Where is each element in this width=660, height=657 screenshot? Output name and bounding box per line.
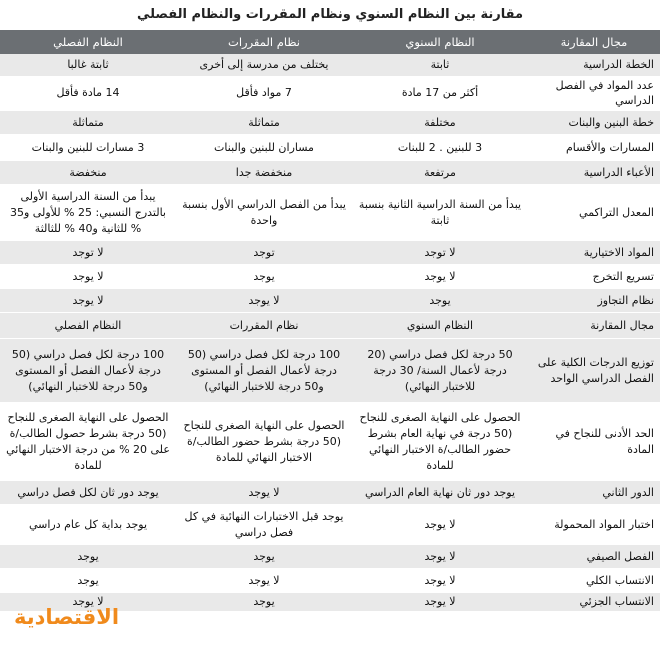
header-semester: النظام الفصلي — [0, 30, 176, 54]
table-cell: 7 مواد فأقل — [176, 76, 352, 111]
table-cell: لا يوجد — [352, 505, 528, 545]
table-cell: يوجد — [0, 545, 176, 569]
table-cell: لا يوجد — [176, 481, 352, 505]
subheader-row — [0, 313, 660, 339]
table-cell: منخفضة — [0, 161, 176, 185]
table-row — [0, 76, 660, 111]
row-label: الانتساب الكلي — [528, 569, 660, 593]
table-row — [0, 569, 660, 593]
table-cell: يختلف من مدرسة إلى أخرى — [176, 54, 352, 76]
table-cell: 3 مسارات للبنين والبنات — [0, 135, 176, 161]
row-label: توزيع الدرجات الكلية على الفصل الدراسي الواحد — [528, 339, 660, 403]
table-cell: نظام المقررات — [176, 313, 352, 339]
table-title: مقارنة بين النظام السنوي ونظام المقررات والنظام الفصلي — [136, 7, 524, 22]
row-label: نظام التجاوز — [528, 289, 660, 313]
table-cell: يوجد — [176, 545, 352, 569]
table-cell: توجد — [176, 241, 352, 265]
row-label: الانتساب الجزئي — [528, 593, 660, 612]
header-annual: النظام السنوي — [352, 30, 528, 54]
table-cell: يبدأ من الفصل الدراسي الأول بنسبة واحدة — [176, 185, 352, 241]
table-row — [0, 289, 660, 313]
row-label: الخطة الدراسية — [528, 54, 660, 76]
table-row — [0, 403, 660, 481]
row-label: خطة البنين والبنات — [528, 111, 660, 135]
table-row — [0, 481, 660, 505]
row-label: الحد الأدنى للنجاح في المادة — [528, 403, 660, 481]
table-cell: 100 درجة لكل فصل دراسي (50 درجة لأعمال الفصل أو المستوى و50 درجة للاختبار النهائي) — [0, 339, 176, 403]
header-field: مجال المقارنة — [528, 30, 660, 54]
table-cell: يوجد دور ثان نهاية العام الدراسي — [352, 481, 528, 505]
table-cell: لا يوجد — [0, 289, 176, 313]
table-cell: يوجد — [352, 289, 528, 313]
table-cell: 100 درجة لكل فصل دراسي (50 درجة لأعمال الفصل أو المستوى و50 درجة للاختبار النهائي) — [176, 339, 352, 403]
table-row — [0, 161, 660, 185]
table-row — [0, 111, 660, 135]
table-cell: 14 مادة فأقل — [0, 76, 176, 111]
table-cell: ثابتة غالبا — [0, 54, 176, 76]
table-row — [0, 135, 660, 161]
table-cell: يوجد قبل الاختبارات النهائية في كل فصل دراسي — [176, 505, 352, 545]
table-cell: مساران للبنين والبنات — [176, 135, 352, 161]
table-cell: لا يوجد — [176, 569, 352, 593]
header-courses: نظام المقررات — [176, 30, 352, 54]
table-cell: 3 للبنين . 2 للبنات — [352, 135, 528, 161]
table-cell: 50 درجة لكل فصل دراسي (20 درجة لأعمال السنة/ 30 درجة للاختبار النهائي) — [352, 339, 528, 403]
row-label: المواد الاختيارية — [528, 241, 660, 265]
row-label: اختبار المواد المحمولة — [528, 505, 660, 545]
table-row — [0, 241, 660, 265]
row-label: الدور الثاني — [528, 481, 660, 505]
table-row — [0, 54, 660, 76]
row-label: تسريع التخرج — [528, 265, 660, 289]
table-cell: لا يوجد — [0, 265, 176, 289]
table-row — [0, 505, 660, 545]
table-cell: لا يوجد — [176, 289, 352, 313]
table-cell: النظام السنوي — [352, 313, 528, 339]
table-cell: لا يوجد — [352, 265, 528, 289]
row-label: الأعباء الدراسية — [528, 161, 660, 185]
table-row — [0, 265, 660, 289]
table-cell: لا يوجد — [352, 545, 528, 569]
table-cell: مرتفعة — [352, 161, 528, 185]
publisher-logo: الاقتصادية — [14, 605, 120, 629]
table-cell: لا توجد — [0, 241, 176, 265]
table-row — [0, 185, 660, 241]
table-cell: يبدأ من السنة الدراسية الثانية بنسبة ثابتة — [352, 185, 528, 241]
table-cell: متماثلة — [176, 111, 352, 135]
table-cell: يوجد — [176, 265, 352, 289]
table-cell: يبدأ من السنة الدراسية الأولى بالتدرج النسبي: 25 % للأولى و35 % للثانية و40 % للثالثة — [0, 185, 176, 241]
table-cell: منخفضة جدا — [176, 161, 352, 185]
table-cell: النظام الفصلي — [0, 313, 176, 339]
row-label: الفصل الصيفي — [528, 545, 660, 569]
row-label: المعدل التراكمي — [528, 185, 660, 241]
table-cell: أكثر من 17 مادة — [352, 76, 528, 111]
header-row — [0, 30, 660, 54]
row-label: عدد المواد في الفصل الدراسي — [528, 76, 660, 111]
table-cell: الحصول على النهاية الصغرى للنجاح (50 درجة بشرط حضور الطالب/ة الاختبار النهائي للمادة — [176, 403, 352, 481]
table-cell: مختلفة — [352, 111, 528, 135]
table-cell: لا يوجد — [0, 593, 176, 612]
table-cell: الحصول على النهاية الصغرى للنجاح (50 درجة بشرط حصول الطالب/ة على 20 % من درجة الاختبار النهائي للمادة — [0, 403, 176, 481]
table-cell: يوجد — [0, 569, 176, 593]
table-cell: يوجد دور ثان لكل فصل دراسي — [0, 481, 176, 505]
table-cell: لا يوجد — [352, 593, 528, 612]
table-row — [0, 339, 660, 403]
table-cell: الحصول على النهاية الصغرى للنجاح (50 درجة في نهاية العام بشرط حضور الطالب/ة الاختبار النهائي للمادة — [352, 403, 528, 481]
table-cell: لا يوجد — [352, 569, 528, 593]
row-label: المسارات والأقسام — [528, 135, 660, 161]
table-cell: يوجد — [176, 593, 352, 612]
row-label: مجال المقارنة — [528, 313, 660, 339]
table-cell: ثابتة — [352, 54, 528, 76]
table-row — [0, 545, 660, 569]
table-cell: متماثلة — [0, 111, 176, 135]
table-cell: لا توجد — [352, 241, 528, 265]
comparison-table — [0, 30, 660, 612]
table-cell: يوجد بداية كل عام دراسي — [0, 505, 176, 545]
